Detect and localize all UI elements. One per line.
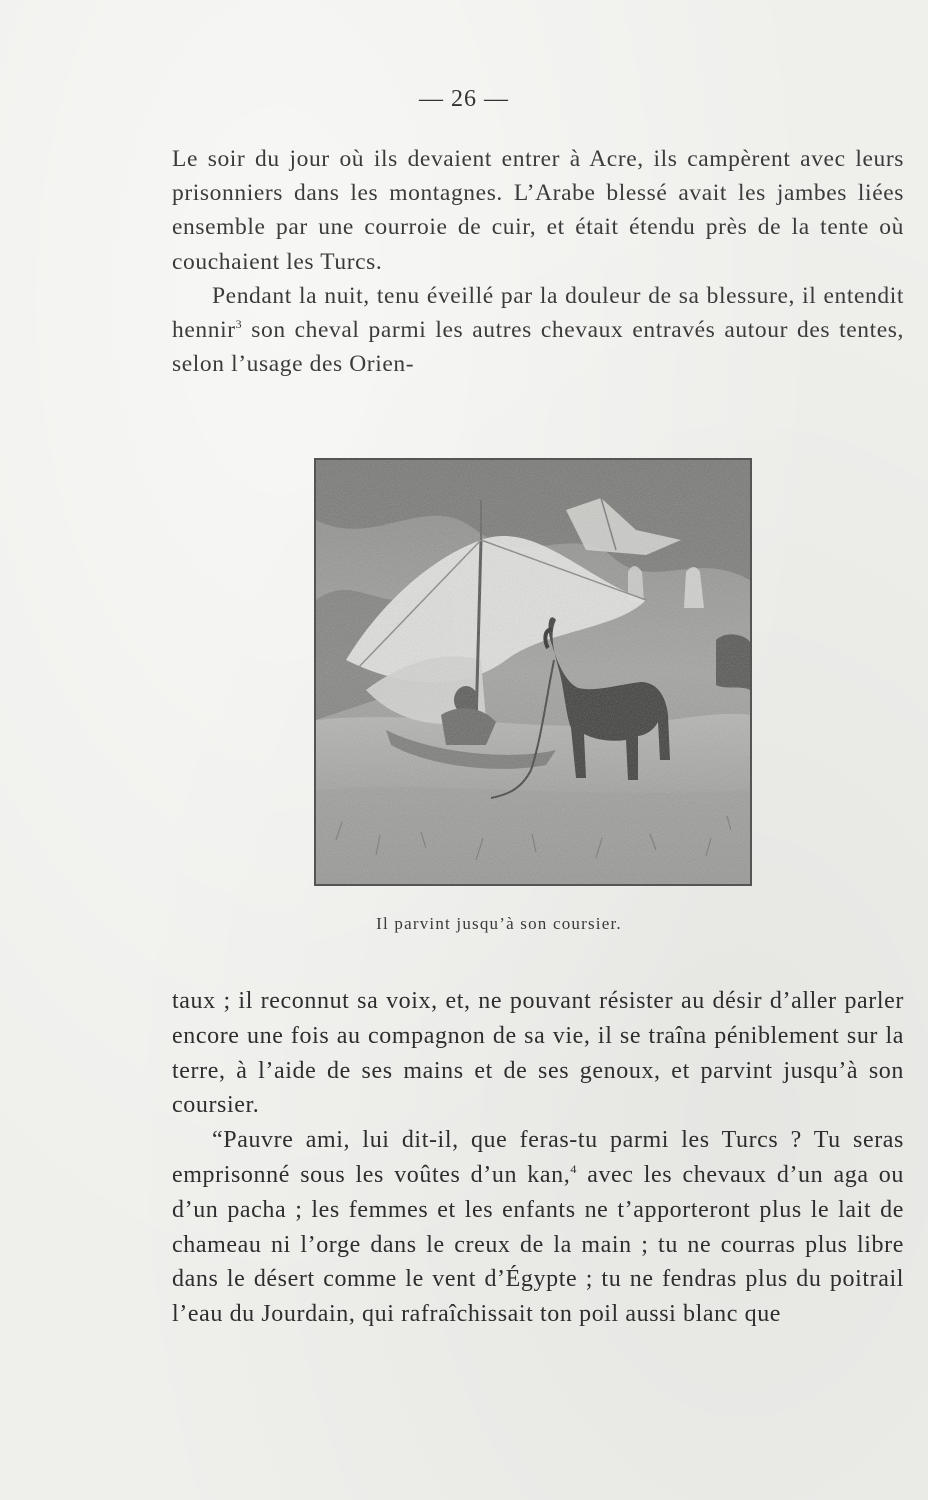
illustration-horse-and-tents	[314, 458, 752, 886]
paragraph-text: son cheval parmi les autres chevaux entravés autour des tentes, selon l’usage des Orien-	[172, 317, 904, 378]
figure-caption: Il parvint jusqu’à son coursier.	[376, 914, 622, 933]
paragraph	[172, 1123, 904, 1332]
paragraph	[172, 279, 904, 382]
paragraph-text: avec les chevaux d’un aga ou d’un pacha ; les femmes et les enfants ne t’apporteront plus le lait de chameau ni l’orge dans le creux de la main ; tu ne courras plus libre dans le désert comme le vent d’Égypte ; tu ne fendras plus du poitrail l’eau du Jourdain, qui rafraîchissait ton poil aussi blanc que	[172, 1161, 904, 1328]
paragraph-text: “Pauvre ami, lui dit-il, que feras-tu parmi les Turcs ? Tu seras emprisonné sous les voûtes d’un kan,	[172, 1127, 904, 1188]
footnote-reference: 4	[570, 1161, 577, 1176]
illustration-image	[316, 460, 750, 884]
page-number: — 26 —	[419, 86, 509, 112]
paragraph: taux ; il reconnut sa voix, et, ne pouvant résister au désir d’aller parler encore une fois au compagnon de sa vie, il se traîna péniblement sur la terre, à l’aide de ses mains et de ses genoux, et parvint jusqu’à son coursier.	[172, 988, 904, 1119]
paragraph: Le soir du jour où ils devaient entrer à Acre, ils campèrent avec leurs prisonniers dans les montagnes. L’Arabe blessé avait les jambes liées ensemble par une courroie de cuir, et était étendu près de la tente où couchaient les Turcs.	[172, 146, 904, 275]
text-block-top	[172, 142, 904, 381]
paragraph-text: Pendant la nuit, tenu éveillé par la douleur de sa blessure, il entendit hennir	[172, 282, 904, 344]
text-block-bottom	[172, 984, 904, 1332]
footnote-reference: 3	[235, 317, 243, 332]
